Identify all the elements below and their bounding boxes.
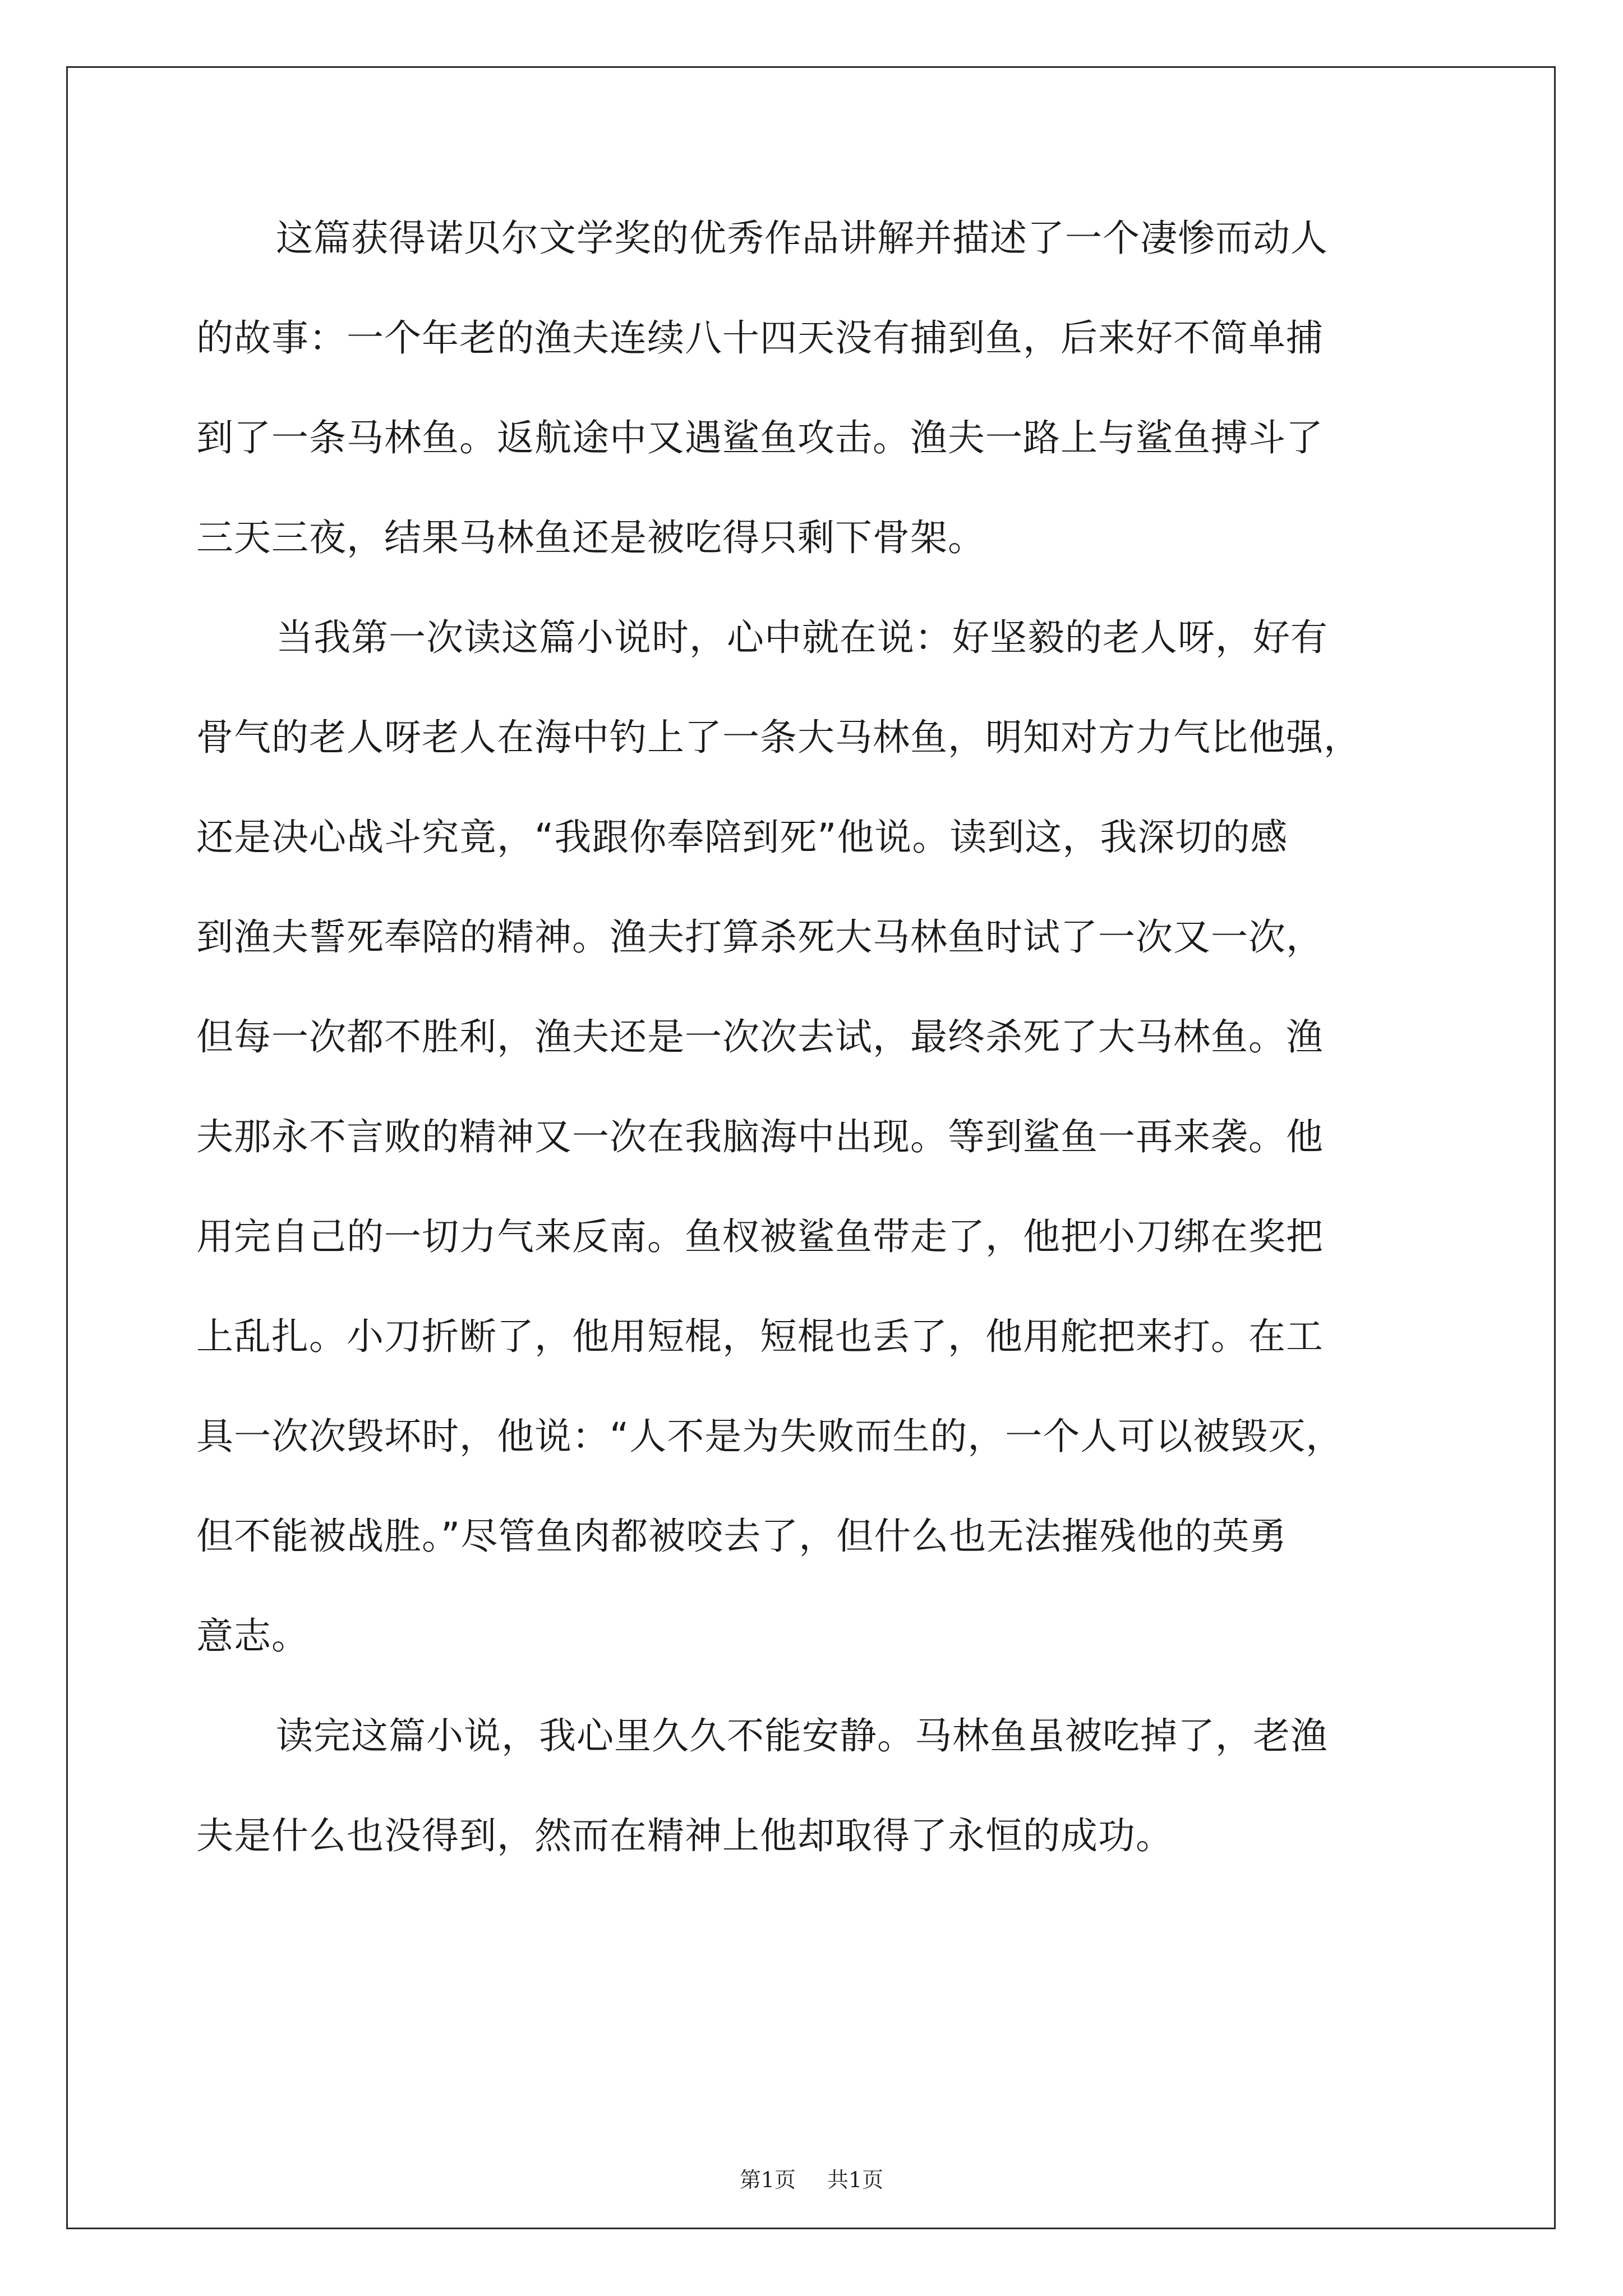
- text-line: 当我第一次读这篇小说时，心中就在说：好坚毅的老人呀，好有: [276, 616, 1328, 659]
- text-line: 夫是什么也没得到，然而在精神上他却取得了永恒的成功。: [196, 1814, 1173, 1857]
- text-line: 到了一条马林鱼。返航途中又遇鲨鱼攻击。渔夫一路上与鲨鱼搏斗了: [196, 416, 1324, 459]
- text-line: 骨气的老人呀老人在海中钓上了一条大马林鱼，明知对方力气比他强，: [196, 716, 1361, 759]
- document-body: [196, 219, 1419, 1916]
- text-line: 意志。: [196, 1614, 309, 1658]
- text-line: 读完这篇小说，我心里久久不能安静。马林鱼虽被吃掉了，老渔: [276, 1714, 1328, 1757]
- text-line: 具一次次毁坏时，他说：“人不是为失败而生的，一个人可以被毁灭，: [196, 1415, 1344, 1458]
- text-line: 还是决心战斗究竟，“我跟你奉陪到死”他说。读到这，我深切的感: [196, 816, 1288, 859]
- text-line: 的故事：一个年老的渔夫连续八十四天没有捕到鱼，后来好不简单捕: [196, 316, 1324, 360]
- paragraph-1: [196, 219, 1419, 618]
- page-number: 第1页: [739, 2168, 796, 2192]
- text-line: 上乱扎。小刀折断了，他用短棍，短棍也丢了，他用舵把来打。在工: [196, 1315, 1324, 1358]
- text-line: 但每一次都不胜利，渔夫还是一次次去试，最终杀死了大马林鱼。渔: [196, 1015, 1324, 1059]
- paragraph-3: [196, 1714, 1419, 1916]
- text-line: 这篇获得诺贝尔文学奖的优秀作品讲解并描述了一个凄惨而动人: [276, 217, 1328, 260]
- text-line: 夫那永不言败的精神又一次在我脑海中出现。等到鲨鱼一再来袭。他: [196, 1115, 1324, 1158]
- page-footer: [0, 2162, 1623, 2193]
- text-line: 用完自己的一切力气来反南。鱼杈被鲨鱼带走了，他把小刀绑在奖把: [196, 1215, 1324, 1258]
- page-total: 共1页: [827, 2168, 884, 2192]
- text-line: 到渔夫誓死奉陪的精神。渔夫打算杀死大马林鱼时试了一次又一次，: [196, 915, 1324, 959]
- text-line: 但不能被战胜。”尽管鱼肉都被咬去了，但什么也无法摧残他的英勇: [196, 1515, 1288, 1558]
- text-line: 三天三夜，结果马林鱼还是被吃得只剩下骨架。: [196, 516, 985, 559]
- paragraph-2: [196, 618, 1419, 1717]
